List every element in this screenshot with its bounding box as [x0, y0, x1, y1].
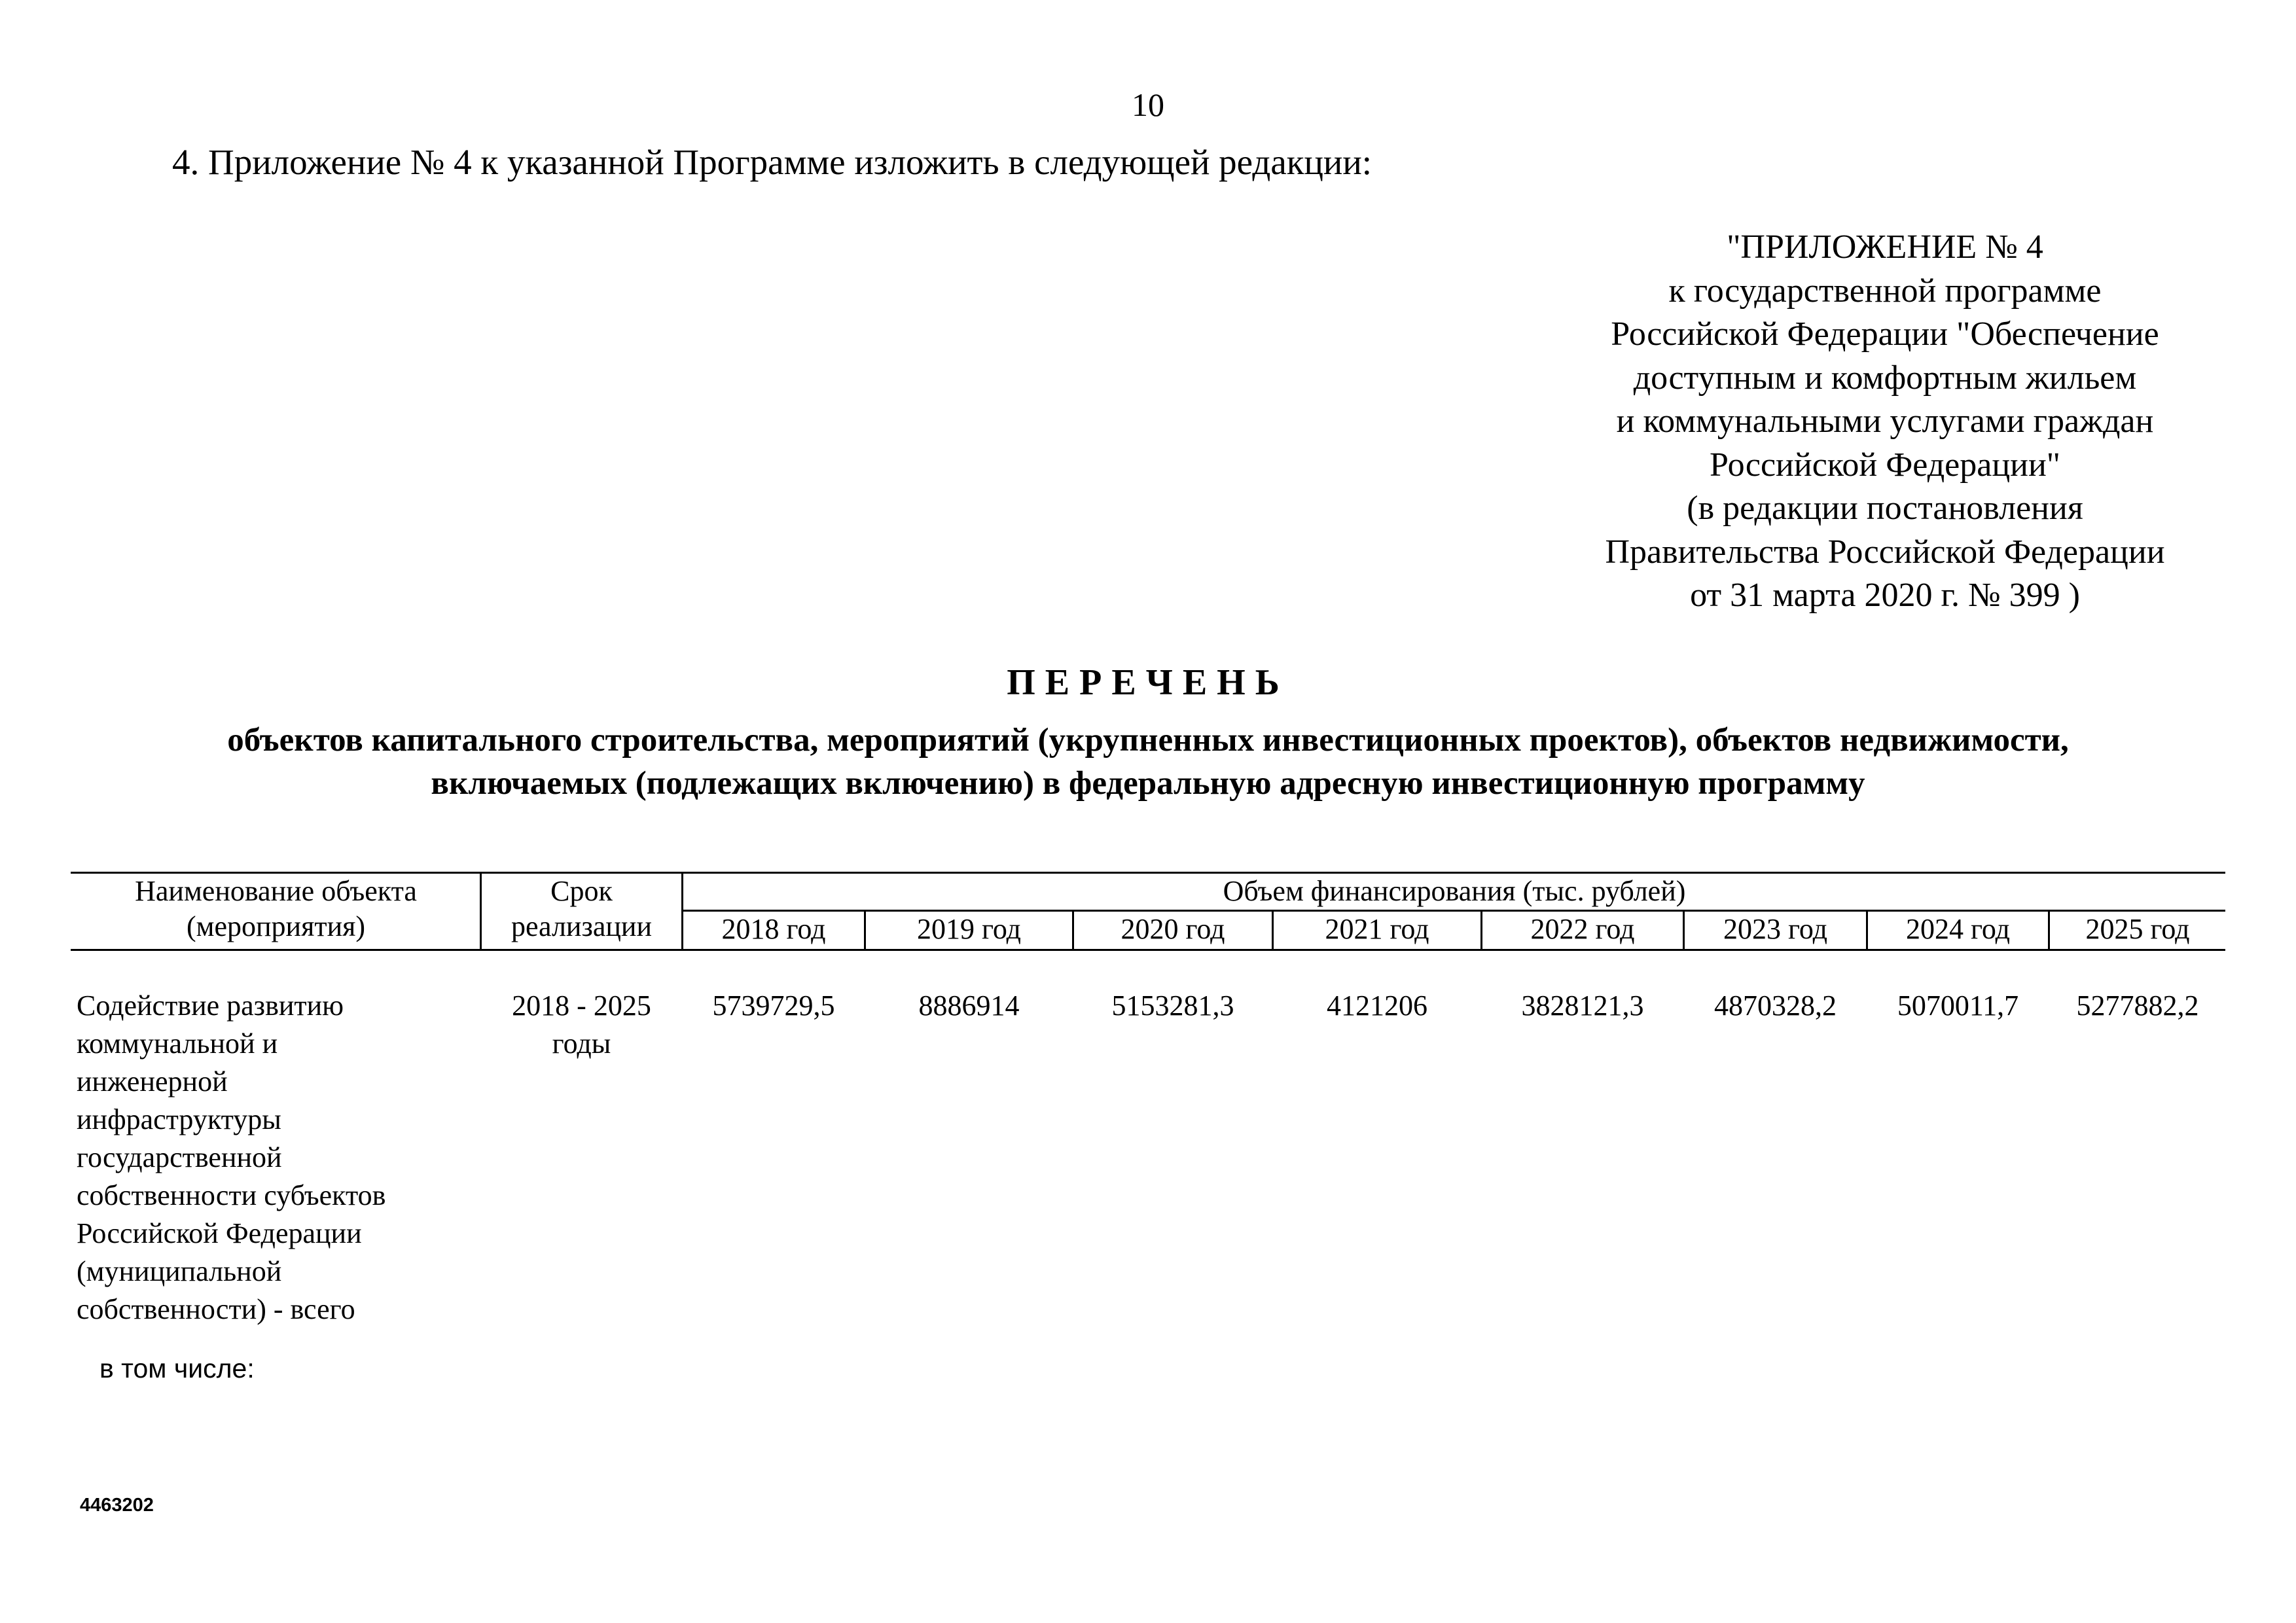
funding-value-2025: 5277882,2 [2076, 990, 2199, 1022]
appendix-line: Российской Федерации "Обеспечение [1611, 315, 2159, 353]
funding-value-2023: 4870328,2 [1714, 990, 1837, 1022]
appendix-line: (в редакции постановления [1687, 490, 2083, 527]
header-line: (мероприятия) [186, 910, 366, 942]
appendix-line: к государственной программе [1668, 272, 2102, 310]
instruction-text: 4. Приложение № 4 к указанной Программе изложить в следующей редакции: [172, 142, 1372, 182]
table-row-term [482, 987, 681, 1063]
funding-value-2024: 5070011,7 [1897, 990, 2019, 1022]
header-object-name [72, 874, 480, 944]
header-year: 2018 год [721, 913, 826, 945]
funding-value-2019: 8886914 [918, 990, 1020, 1022]
appendix-line: от 31 марта 2020 г. № 399 ) [1690, 577, 2080, 614]
funding-value-2022: 3828121,3 [1521, 990, 1644, 1022]
table-header-bottom-rule [71, 949, 2225, 951]
header-funding: Объем финансирования (тыс. рублей) [1223, 875, 1686, 907]
funding-value-2020: 5153281,3 [1111, 990, 1234, 1022]
object-name-line: инфраструктуры [77, 1103, 281, 1135]
funding-value-2021: 4121206 [1327, 990, 1427, 1022]
object-name-line: коммунальной и [77, 1027, 278, 1060]
object-name-line: Содействие развитию [77, 990, 344, 1022]
header-year: 2025 год [2085, 913, 2190, 945]
term-line: 2018 - 2025 [512, 990, 651, 1022]
appendix-line: Российской Федерации" [1709, 446, 2061, 484]
appendix-line: и коммунальными услугами граждан [1616, 402, 2154, 440]
header-line: реализации [511, 910, 653, 942]
subtitle-line: объектов капитального строительства, мероприятий (укрупненных инвестиционных проектов), объектов недвижимости, [227, 722, 2069, 758]
including-label: в том числе: [99, 1353, 255, 1383]
appendix-line: доступным и комфортным жильем [1633, 359, 2137, 397]
object-name-line: собственности) - всего [77, 1293, 355, 1325]
subtitle-line: включаемых (подлежащих включению) в федеральную адресную инвестиционную программу [431, 765, 1865, 802]
header-year: 2019 год [916, 913, 1022, 945]
object-name-line: (муниципальной [77, 1255, 282, 1287]
appendix-line: Правительства Российской Федерации [1605, 533, 2165, 571]
term-line: годы [552, 1027, 611, 1060]
page-number: 10 [1132, 86, 1164, 123]
document-title: ПЕРЕЧЕНЬ [1007, 662, 1289, 703]
header-year: 2023 год [1723, 913, 1828, 945]
header-line: Срок [550, 875, 613, 907]
header-line: Наименование объекта [135, 875, 417, 907]
header-year: 2024 год [1905, 913, 2011, 945]
object-name-line: Российской Федерации [77, 1217, 362, 1249]
header-year: 2022 год [1530, 913, 1635, 945]
header-year: 2020 год [1121, 913, 1225, 945]
object-name-line: собственности субъектов [77, 1179, 386, 1211]
header-term [482, 874, 681, 944]
document-code: 4463202 [80, 1495, 154, 1516]
appendix-block [1532, 226, 2238, 618]
object-name-line: государственной [77, 1141, 282, 1173]
object-name-line: инженерной [77, 1065, 228, 1097]
document-subtitle [39, 719, 2257, 805]
table-row-object-name [77, 987, 476, 1329]
funding-value-2018: 5739729,5 [712, 990, 835, 1022]
header-year: 2021 год [1325, 913, 1429, 945]
appendix-line: "ПРИЛОЖЕНИЕ № 4 [1727, 228, 2043, 266]
